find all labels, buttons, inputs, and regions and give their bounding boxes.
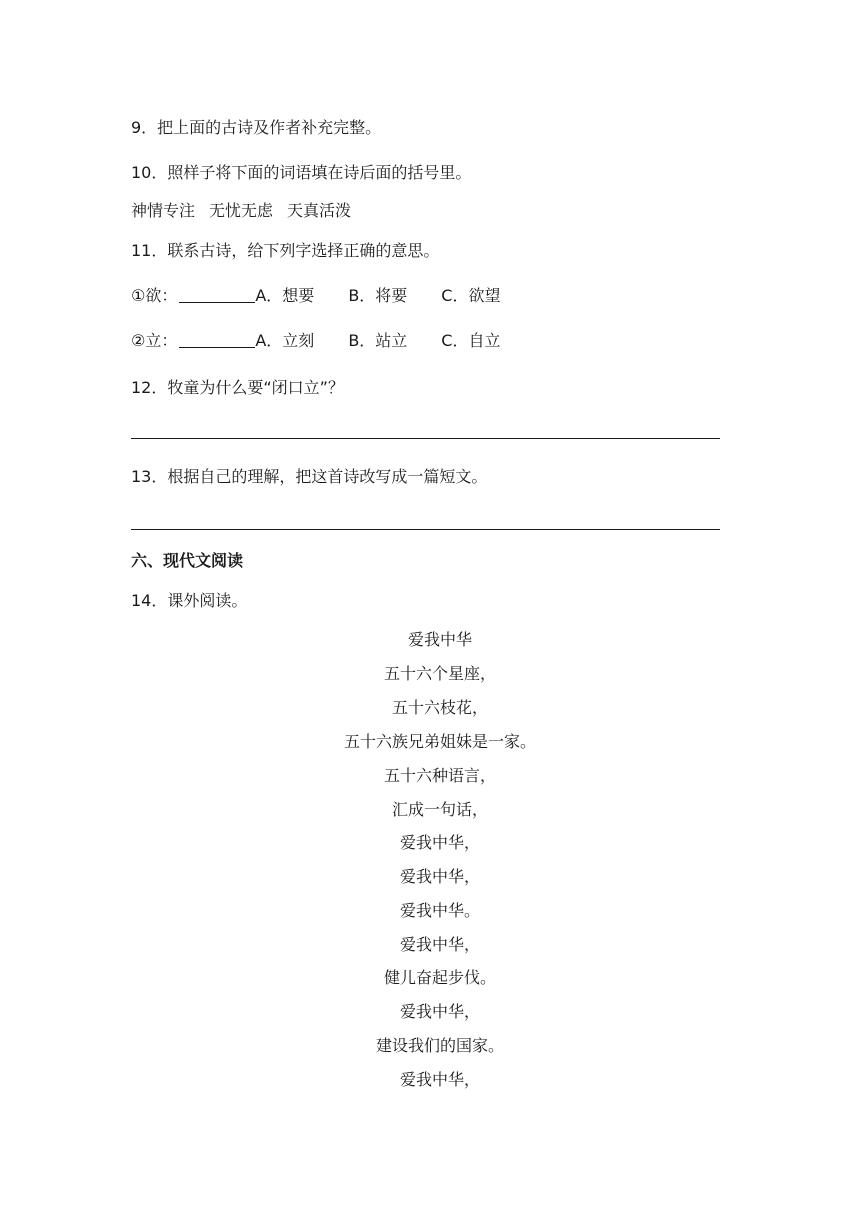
option-b: B．站立 bbox=[348, 331, 408, 350]
poem-line: 建设我们的国家。 bbox=[375, 1036, 504, 1055]
answer-blank[interactable] bbox=[179, 331, 255, 348]
option-a: A．立刻 bbox=[255, 331, 315, 350]
poem-line: 爱我中华， bbox=[399, 867, 480, 886]
word-2: 无忧无虑 bbox=[209, 201, 274, 220]
option-c: C．欲望 bbox=[441, 286, 501, 305]
option-a: A．想要 bbox=[255, 286, 315, 305]
item-label: ②立： bbox=[131, 331, 178, 350]
poem-line: 爱我中华。 bbox=[399, 901, 480, 920]
poem-title: 爱我中华 bbox=[407, 630, 472, 649]
item-label: ①欲： bbox=[131, 286, 178, 305]
poem-line: 爱我中华， bbox=[399, 1070, 480, 1089]
q11-item-2 bbox=[131, 330, 500, 352]
q11-item-1 bbox=[131, 285, 500, 307]
answer-line-13[interactable] bbox=[131, 529, 720, 530]
poem-line: 爱我中华， bbox=[399, 935, 480, 954]
poem-line: 爱我中华， bbox=[399, 1002, 480, 1021]
poem-line: 五十六族兄弟姐妹是一家。 bbox=[343, 732, 536, 751]
question-14: 14．课外阅读。 bbox=[131, 591, 248, 610]
poem-line: 五十六种语言， bbox=[383, 766, 496, 785]
word-1: 神情专注 bbox=[131, 201, 196, 220]
section-heading: 六、现代文阅读 bbox=[131, 551, 244, 570]
poem-line: 五十六个星座， bbox=[383, 664, 496, 683]
poem-line: 爱我中华， bbox=[399, 833, 480, 852]
question-12: 12．牧童为什么要“闭口立”？ bbox=[131, 378, 344, 397]
word-bank bbox=[131, 200, 365, 222]
answer-line-12[interactable] bbox=[131, 438, 720, 439]
poem-line: 汇成一句话， bbox=[391, 800, 488, 819]
poem-line: 五十六枝花， bbox=[391, 698, 488, 717]
option-b: B．将要 bbox=[348, 286, 408, 305]
question-11: 11．联系古诗，给下列字选择正确的意思。 bbox=[131, 241, 440, 260]
question-9: 9．把上面的古诗及作者补充完整。 bbox=[131, 118, 382, 137]
poem-line: 健儿奋起步伐。 bbox=[383, 968, 496, 987]
option-c: C．自立 bbox=[441, 331, 501, 350]
question-10: 10．照样子将下面的词语填在诗后面的括号里。 bbox=[131, 163, 472, 182]
answer-blank[interactable] bbox=[179, 286, 255, 303]
question-13: 13．根据自己的理解，把这首诗改写成一篇短文。 bbox=[131, 467, 488, 486]
word-3: 天真活泼 bbox=[287, 201, 352, 220]
